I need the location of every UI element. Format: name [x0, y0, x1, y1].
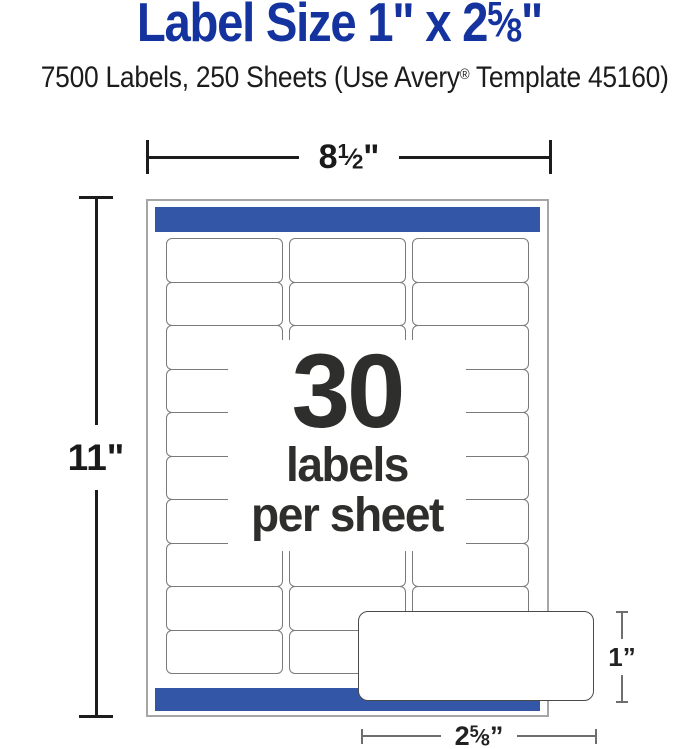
- single-label-preview: [358, 611, 594, 701]
- width-fraction-numerator: 1: [337, 141, 349, 164]
- label-cell: [289, 282, 406, 327]
- dimension-line: [95, 199, 98, 425]
- label-height-label: 1”: [608, 642, 636, 672]
- title-inch-mark: ": [520, 0, 543, 53]
- sheet-height-label: 11": [67, 436, 125, 478]
- label-cell: [166, 586, 283, 631]
- label-cell: [412, 282, 529, 327]
- label-width-dimension: [361, 720, 597, 749]
- dimension-tick: [595, 729, 597, 744]
- dimension-tick: [79, 715, 113, 718]
- sheet-width-dimension: [146, 139, 552, 175]
- label-cell: [412, 238, 529, 283]
- label-width-fraction-numerator: 5: [469, 722, 479, 741]
- label-cell: [166, 282, 283, 327]
- dimension-tick: [549, 140, 552, 174]
- width-inch-mark: ": [363, 138, 380, 176]
- label-height-dimension: [600, 611, 644, 703]
- sheet-header-bar: [155, 207, 540, 232]
- dimension-line: [399, 156, 549, 159]
- title-fraction-denominator: 8: [506, 11, 521, 49]
- label-width-fraction-slash: ⁄: [478, 725, 481, 748]
- dimension-line: [621, 613, 623, 639]
- dimension-line: [517, 735, 595, 737]
- title-fraction-numerator: 5: [487, 0, 502, 33]
- sheet-width-label: [299, 140, 400, 174]
- dimension-line: [95, 490, 98, 716]
- label-width-label: [441, 720, 518, 749]
- subtitle-text: 7500 Labels, 250 Sheets (Use Avery: [40, 61, 460, 94]
- label-count-word-2: per sheet: [251, 488, 443, 542]
- width-fraction-denominator: 2: [351, 151, 364, 174]
- label-count: 30: [291, 333, 403, 450]
- label-cell: [166, 238, 283, 283]
- labels-per-sheet-callout: [228, 333, 466, 551]
- subtitle-text-end: Template 45160): [469, 61, 669, 94]
- label-cell: [289, 238, 406, 283]
- title-text: Label Size 1" x 2: [136, 0, 488, 53]
- registered-trademark-icon: ®: [459, 65, 470, 83]
- dimension-line: [149, 156, 299, 159]
- page-title: [48, 0, 632, 53]
- label-cell: [166, 630, 283, 675]
- sheet-height-dimension: [60, 196, 132, 718]
- label-width-whole: 2: [454, 720, 470, 749]
- label-count-word-1: labels: [285, 438, 408, 492]
- title-fraction-slash: ⁄: [501, 1, 507, 46]
- dimension-line: [363, 735, 441, 737]
- label-width-inch-mark: ”: [489, 720, 504, 749]
- dimension-line: [621, 675, 623, 701]
- width-whole: 8: [318, 138, 338, 176]
- subtitle: [40, 61, 669, 95]
- label-width-fraction-denominator: 8: [480, 730, 490, 749]
- dimension-tick: [616, 701, 628, 703]
- width-fraction-slash: ⁄: [348, 144, 352, 172]
